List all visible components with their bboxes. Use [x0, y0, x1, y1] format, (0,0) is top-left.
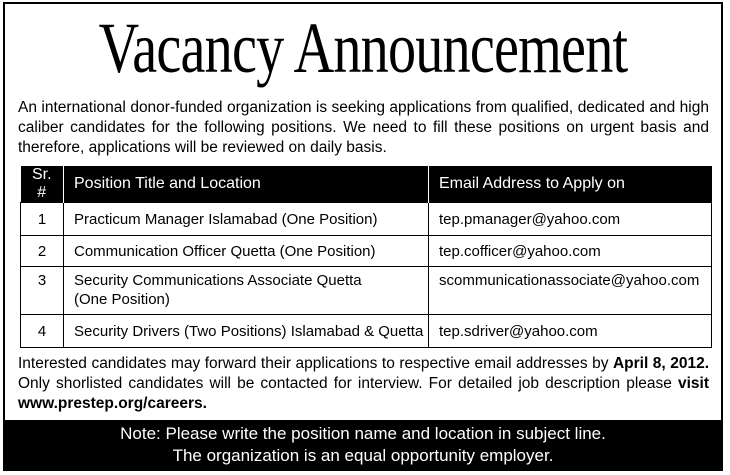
- note-line-1: Note: Please write the position name and location in subject line.: [120, 424, 606, 443]
- row-position: Communication Officer Quetta (One Position): [64, 236, 429, 267]
- note-bar: [5, 420, 721, 469]
- outro-text-2: Only shorlisted candidates will be contacted for interview. For detailed job description please: [18, 375, 678, 392]
- header-email: Email Address to Apply on: [429, 166, 712, 203]
- row-position: Practicum Manager Islamabad (One Position): [64, 203, 429, 236]
- intro-paragraph: An international donor-funded organization is seeking applications from qualified, dedicated and high caliber candidates for the following positions. We need to fill these positions on urgent basis and therefore, applications will be reviewed on daily basis.: [18, 99, 709, 156]
- row-position: Security Drivers (Two Positions) Islamabad & Quetta: [64, 315, 429, 348]
- table-header-row: [21, 166, 712, 203]
- table-row: [21, 267, 712, 315]
- table-row: [21, 236, 712, 267]
- row-email[interactable]: tep.cofficer@yahoo.com: [429, 236, 712, 267]
- row-email[interactable]: tep.sdriver@yahoo.com: [429, 315, 712, 348]
- row-email[interactable]: scommunicationassociate@yahoo.com: [429, 267, 712, 315]
- row-sr: 4: [21, 315, 64, 348]
- vacancy-table: [20, 166, 712, 348]
- row-sr: 1: [21, 203, 64, 236]
- row-position: Security Communications Associate Quetta (One Position): [64, 267, 429, 315]
- outro-paragraph: [18, 354, 709, 414]
- page-title: Vacancy Announcement: [98, 8, 628, 88]
- careers-link[interactable]: visit www.prestep.org/careers.: [18, 375, 709, 412]
- row-sr: 3: [21, 267, 64, 315]
- header-position: Position Title and Location: [64, 166, 429, 203]
- table-row: [21, 315, 712, 348]
- outro-text-1: Interested candidates may forward their applications to respective email addresses by: [18, 355, 613, 372]
- note-line-2: The organization is an equal opportunity employer.: [172, 446, 554, 465]
- deadline: April 8, 2012.: [612, 355, 710, 372]
- ad-border: [3, 2, 723, 471]
- table-row: [21, 203, 712, 236]
- header-sr: Sr. #: [21, 166, 64, 203]
- row-sr: 2: [21, 236, 64, 267]
- row-email[interactable]: tep.pmanager@yahoo.com: [429, 203, 712, 236]
